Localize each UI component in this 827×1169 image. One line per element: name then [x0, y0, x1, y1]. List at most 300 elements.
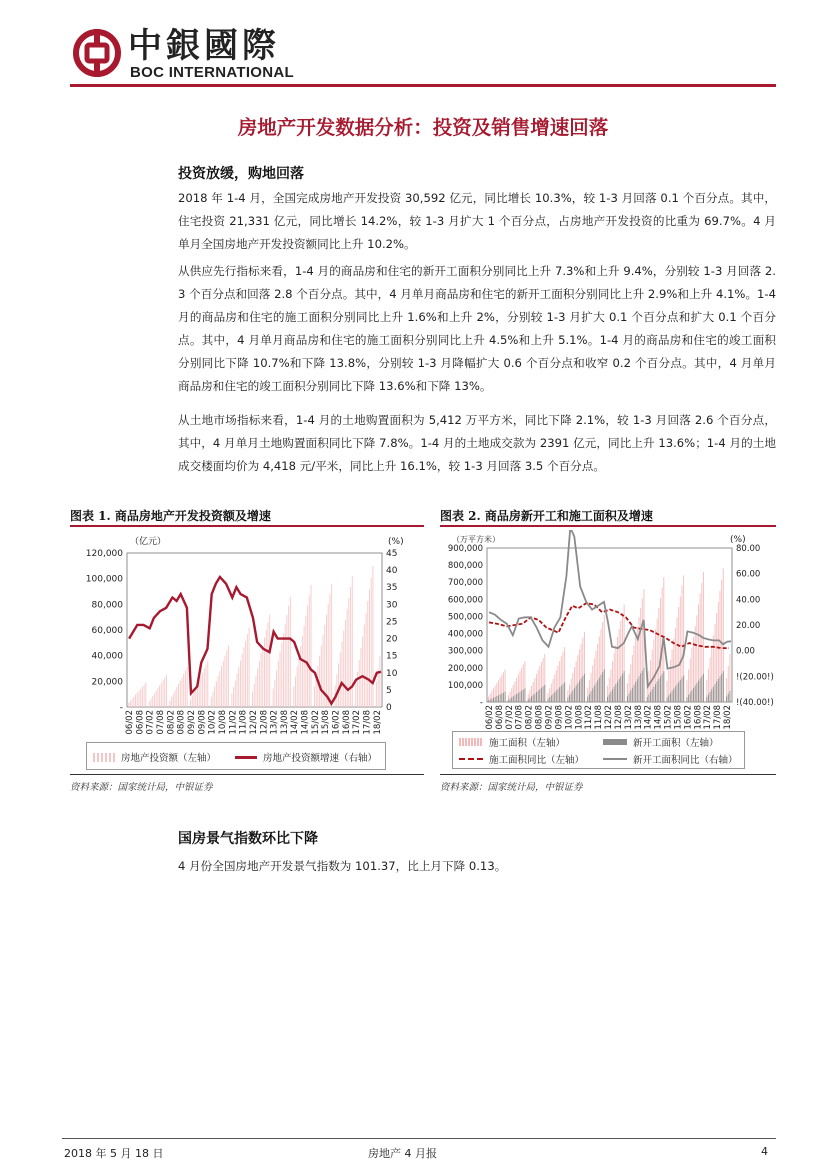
y-right-tick-label: 25	[386, 617, 398, 628]
x-tick-label: 12/02	[248, 710, 259, 735]
y-right-tick-label: 60.00	[736, 569, 761, 580]
bar	[556, 691, 557, 702]
bar	[371, 578, 372, 707]
bar	[266, 630, 267, 707]
bar	[304, 626, 305, 707]
bar	[600, 675, 601, 702]
bar	[295, 677, 296, 707]
bar	[723, 671, 724, 702]
bar	[551, 695, 552, 702]
y-right-tick-label: 40.00	[736, 595, 761, 606]
bar	[169, 700, 170, 707]
bar	[367, 601, 368, 707]
logo-english-name: BOC INTERNATIONAL	[130, 64, 294, 81]
bar	[624, 671, 625, 702]
bar	[619, 679, 620, 702]
bar	[533, 695, 534, 702]
bar	[582, 676, 583, 702]
legend-swatch-newstart-bar	[603, 739, 627, 745]
bar	[630, 691, 631, 702]
bar	[238, 667, 239, 707]
figure2-legend-item-3	[459, 752, 584, 766]
figure2-chart-svg	[440, 530, 776, 730]
figure2-source: 资料来源：国家统计局，中银证券	[440, 782, 583, 793]
bar	[183, 674, 184, 707]
section-heading-index: 国房景气指数环比下降	[178, 831, 318, 847]
bar	[516, 694, 517, 702]
bar	[355, 683, 356, 707]
figure2-chart	[440, 530, 776, 730]
x-tick-label: 09/02	[544, 705, 555, 730]
bar	[675, 687, 676, 702]
figure1-right-unit: (%)	[388, 537, 404, 547]
bar	[657, 681, 658, 702]
bar	[524, 688, 525, 702]
figure2-title: 图表 2. 商品房新开工和施工面积及增速	[440, 509, 653, 523]
paragraph-land: 从土地市场指标来看，1-4 月的土地购置面积为 5,412 万平方米，同比下降 2.1%，较 1-3 月回落 2.6 个百分点，其中，4 月单月土地购置面积同比下降 7.8%。1-4 月的土地成交款为 2391 亿元，同比上升 13.6%；1-4 月的土地成交楼面均价为 4,418 元/平米，同比上升 16.1%，较 1-3 月回落 3.5 个百分点。	[178, 413, 776, 473]
bar	[159, 686, 160, 707]
bar	[211, 697, 212, 707]
y-left-tick-label: 120,000	[85, 549, 123, 559]
bar	[278, 661, 279, 707]
bar	[359, 660, 360, 707]
x-tick-label: 17/08	[362, 710, 373, 735]
figure2-title-rule	[440, 525, 776, 527]
bar	[554, 692, 555, 702]
bar	[362, 636, 363, 707]
bar	[655, 684, 656, 702]
bar	[178, 684, 179, 707]
y-left-tick-label: 700,000	[447, 578, 483, 589]
bar	[379, 656, 380, 707]
x-tick-label: 17/02	[703, 705, 714, 730]
bar	[156, 691, 157, 707]
x-tick-label: 14/08	[653, 705, 664, 730]
bar	[488, 700, 489, 702]
bar	[280, 652, 281, 707]
x-tick-label: 06/08	[494, 705, 505, 730]
bar	[144, 685, 145, 707]
bar	[498, 695, 499, 702]
x-tick-label: 06/08	[135, 710, 146, 735]
bar	[508, 700, 509, 702]
footer-report-name: 房地产 4 月报	[368, 1147, 437, 1160]
bar	[207, 661, 208, 707]
bar	[152, 696, 153, 707]
bar	[615, 684, 616, 702]
bar	[576, 686, 577, 702]
y-right-tick-label: 30	[386, 600, 398, 611]
bar	[518, 693, 519, 702]
x-tick-label: 13/02	[623, 705, 634, 730]
figure1-left-unit: （亿元）	[130, 537, 167, 547]
bar	[192, 695, 193, 707]
figure2-legend	[452, 731, 745, 769]
x-tick-label: 09/08	[554, 705, 565, 730]
bar	[321, 645, 322, 707]
bar	[376, 682, 377, 707]
y-right-tick-label: 0.00	[736, 646, 755, 657]
bar	[317, 666, 318, 707]
x-tick-label: 08/08	[176, 710, 187, 735]
x-tick-label: 16/08	[693, 705, 704, 730]
bar	[638, 676, 639, 702]
y-right-tick-label: 35	[386, 583, 398, 594]
x-tick-label: 07/08	[156, 710, 167, 735]
bar	[331, 584, 332, 707]
bar	[267, 622, 268, 707]
bar	[559, 687, 560, 702]
bar	[688, 695, 689, 702]
bar	[710, 692, 711, 702]
y-left-tick-label: 100,000	[85, 574, 123, 585]
y-right-tick-label: 0	[386, 703, 392, 713]
bar	[259, 661, 260, 707]
x-tick-label: 10/08	[217, 710, 228, 735]
bar	[302, 636, 303, 707]
bar	[500, 694, 501, 702]
x-tick-label: 06/02	[484, 705, 495, 730]
bar	[206, 665, 207, 707]
figure2-legend-item-4	[603, 752, 738, 766]
bar	[340, 652, 341, 707]
bar	[539, 689, 540, 702]
x-tick-label: 12/02	[604, 705, 615, 730]
bar	[285, 624, 286, 707]
bar	[288, 606, 289, 707]
bar	[223, 661, 224, 707]
bar	[515, 695, 516, 702]
bar	[577, 683, 578, 702]
bar	[652, 689, 653, 702]
x-tick-label: 10/08	[574, 705, 585, 730]
bar	[130, 701, 131, 707]
bar	[307, 605, 308, 707]
bar	[543, 686, 544, 702]
footer-divider	[62, 1138, 776, 1139]
bar	[591, 691, 592, 702]
y-left-tick-label: 60,000	[91, 626, 123, 636]
bar	[635, 682, 636, 702]
figure1-legend-bar-label: 房地产投资额（左轴）	[121, 753, 217, 764]
bar	[341, 642, 342, 707]
x-tick-label: 18/02	[372, 710, 383, 735]
bar	[505, 692, 506, 702]
bar	[138, 691, 139, 707]
y-right-tick-label: 15	[386, 651, 398, 662]
y-right-tick-label: 20	[386, 634, 398, 645]
bar	[599, 678, 600, 702]
bar	[328, 604, 329, 707]
bar	[501, 693, 502, 702]
bar	[293, 687, 294, 707]
bar	[693, 688, 694, 702]
bar	[202, 672, 203, 707]
x-tick-label: 17/02	[352, 710, 363, 735]
figure1-chart	[70, 530, 424, 768]
bar	[218, 676, 219, 707]
bar	[706, 697, 707, 702]
bar	[538, 691, 539, 702]
legend-swatch-newstart-yoy	[603, 758, 627, 760]
bar	[663, 671, 664, 702]
x-tick-label: 11/08	[238, 710, 249, 735]
figure1-legend-bar	[93, 750, 216, 764]
bar	[137, 693, 138, 707]
y-right-tick-label: 40	[386, 566, 398, 577]
bar	[718, 679, 719, 702]
bar	[311, 585, 312, 707]
bar	[242, 654, 243, 707]
bar	[214, 686, 215, 707]
bar	[587, 697, 588, 702]
figure1-source: 资料来源：国家统计局，中银证券	[70, 782, 213, 793]
bar	[283, 633, 284, 707]
bar	[604, 669, 605, 702]
bar	[658, 679, 659, 702]
bar	[691, 690, 692, 702]
bar	[323, 635, 324, 707]
bar	[648, 694, 649, 702]
bar	[660, 676, 661, 702]
bar	[200, 676, 201, 707]
bar	[513, 696, 514, 702]
bar	[602, 672, 603, 702]
bar	[567, 697, 568, 702]
bar	[637, 679, 638, 702]
x-tick-label: 06/02	[125, 710, 136, 735]
bar	[673, 689, 674, 702]
bar	[135, 695, 136, 707]
bar	[255, 676, 256, 707]
bar	[557, 689, 558, 702]
bar	[719, 676, 720, 702]
x-tick-label: 18/02	[723, 705, 734, 730]
bar	[667, 698, 668, 702]
bar	[690, 693, 691, 702]
header-divider	[70, 84, 776, 87]
bar	[290, 597, 291, 707]
bar	[510, 699, 511, 702]
x-tick-label: 10/02	[564, 705, 575, 730]
bar	[703, 674, 704, 702]
y-right-tick-label: 45	[386, 549, 398, 559]
figure1-legend-line	[235, 750, 377, 764]
bar	[610, 692, 611, 702]
bar	[329, 594, 330, 707]
bar	[708, 694, 709, 702]
bar	[728, 694, 729, 702]
paragraph-index: 4 月份全国房地产开发景气指数为 101.37，比上月下降 0.13。	[178, 859, 507, 873]
bar	[180, 680, 181, 707]
y-left-tick-label: 20,000	[91, 677, 123, 688]
x-tick-label: 10/02	[207, 710, 218, 735]
y-left-tick-label: -	[479, 698, 483, 708]
figure2-legend-item-1	[459, 735, 565, 749]
bar	[581, 678, 582, 702]
bar	[544, 685, 545, 702]
bar	[338, 663, 339, 707]
figure2-legend-item-2	[603, 735, 719, 749]
bar	[632, 688, 633, 702]
legend-swatch-bar	[93, 753, 115, 762]
bar	[286, 615, 287, 707]
x-tick-label: 09/02	[187, 710, 198, 735]
x-tick-label: 11/02	[228, 710, 239, 735]
x-tick-label: 08/02	[166, 710, 177, 735]
x-tick-label: 14/08	[300, 710, 311, 735]
figure2-legend-label-4: 新开工面积同比（右轴）	[633, 755, 738, 766]
bar	[269, 615, 270, 707]
bar	[314, 686, 315, 707]
bar	[627, 696, 628, 702]
figure2-legend-label-2: 新开工面积（左轴）	[633, 738, 719, 749]
x-tick-label: 16/08	[341, 710, 352, 735]
bar	[262, 645, 263, 707]
bar	[503, 693, 504, 702]
y-right-tick-label: !(40.00!)	[736, 698, 774, 708]
bar	[696, 683, 697, 702]
bar	[252, 692, 253, 707]
bar	[133, 697, 134, 707]
x-tick-label: 14/02	[290, 710, 301, 735]
y-left-tick-label: 300,000	[447, 646, 483, 657]
bar	[716, 681, 717, 702]
bar	[364, 625, 365, 707]
bar	[531, 696, 532, 702]
bar	[231, 694, 232, 707]
figure2-legend-label-3: 施工面积同比（左轴）	[489, 755, 585, 766]
y-left-tick-label: 100,000	[447, 680, 483, 691]
bar	[163, 680, 164, 707]
bar	[281, 643, 282, 707]
bar	[343, 631, 344, 707]
bar	[700, 678, 701, 702]
bar	[243, 647, 244, 707]
figure2-left-unit: （万平方米）	[452, 535, 500, 544]
bar	[569, 695, 570, 702]
bar	[226, 651, 227, 707]
bar	[316, 676, 317, 707]
y-left-tick-label: 800,000	[447, 561, 483, 572]
bar	[612, 689, 613, 702]
figure1-bottom-rule	[70, 774, 424, 775]
bar	[695, 686, 696, 702]
bar	[672, 691, 673, 702]
legend-swatch-construction-yoy	[459, 758, 483, 760]
bar	[726, 696, 727, 702]
x-tick-label: 15/08	[321, 710, 332, 735]
footer-page-number: 4	[761, 1145, 768, 1158]
bar	[715, 684, 716, 702]
x-tick-label: 16/02	[331, 710, 342, 735]
figure2-legend-label-1: 施工面积（左轴）	[489, 738, 566, 749]
bar	[175, 690, 176, 707]
legend-swatch-construction-bar	[459, 738, 483, 746]
bar	[609, 694, 610, 702]
bar	[297, 666, 298, 707]
y-left-tick-label: 80,000	[91, 600, 123, 611]
bar	[596, 683, 597, 702]
x-tick-label: 09/08	[197, 710, 208, 735]
figure1-legend-line-label: 房地产投资额增速（右轴）	[263, 753, 378, 764]
y-left-tick-label: 200,000	[447, 663, 483, 674]
bar	[164, 678, 165, 707]
x-tick-label: 14/02	[643, 705, 654, 730]
y-left-tick-label: 900,000	[447, 544, 483, 554]
bar	[190, 699, 191, 707]
bar	[597, 680, 598, 702]
x-tick-label: 07/02	[504, 705, 515, 730]
bar	[357, 672, 358, 707]
figure1-title: 图表 1. 商品房地产开发投资额及增速	[70, 509, 271, 523]
x-tick-label: 17/08	[713, 705, 724, 730]
x-tick-label: 08/02	[524, 705, 535, 730]
bar	[529, 698, 530, 702]
bar	[678, 682, 679, 702]
bar	[511, 697, 512, 702]
bar	[171, 697, 172, 707]
y-right-tick-label: 10	[386, 668, 398, 679]
figure1-chart-svg	[70, 530, 424, 768]
bar	[607, 697, 608, 702]
bar	[642, 671, 643, 702]
bar	[640, 673, 641, 702]
bar	[541, 688, 542, 702]
bar	[249, 627, 250, 707]
bar	[204, 669, 205, 708]
bar	[683, 675, 684, 702]
bar	[528, 699, 529, 702]
bar	[274, 679, 275, 707]
bar	[519, 692, 520, 702]
bar	[161, 683, 162, 707]
bar	[298, 656, 299, 707]
x-tick-label: 12/08	[259, 710, 270, 735]
bar	[662, 674, 663, 702]
bar	[257, 669, 258, 708]
bar	[572, 690, 573, 702]
bar	[132, 699, 133, 707]
bar	[237, 674, 238, 707]
bar	[634, 685, 635, 702]
bar	[562, 684, 563, 702]
bar	[622, 674, 623, 702]
bar	[309, 595, 310, 707]
footer-date: 2018 年 5 月 18 日	[64, 1147, 164, 1160]
bar	[221, 666, 222, 707]
bar	[592, 688, 593, 702]
bar	[261, 653, 262, 707]
bar	[224, 656, 225, 707]
bar	[245, 641, 246, 707]
bar	[194, 692, 195, 707]
bar	[212, 692, 213, 707]
paragraph-investment: 2018 年 1-4 月，全国完成房地产开发投资 30,592 亿元，同比增长 10.3%，较 1-3 月回落 0.1 个百分点。其中，住宅投资 21,331 亿元，同比增长 14.2%，较 1-3 月扩大 1 个百分点，占房地产开发投资的比重为 69.7%。4 月单月全国房地产开发投资额同比上升 10.2%。	[178, 191, 776, 251]
bar	[228, 645, 229, 707]
bar	[185, 671, 186, 707]
y-right-tick-label: 20.00	[736, 621, 761, 631]
x-tick-label: 15/08	[673, 705, 684, 730]
bar	[643, 668, 644, 702]
bar	[493, 698, 494, 702]
bar	[173, 694, 174, 707]
page-title: 房地产开发数据分析：投资及销售增速回落	[237, 116, 609, 139]
bar	[154, 694, 155, 707]
bar	[670, 693, 671, 702]
figure2-bottom-rule	[440, 774, 776, 775]
bar	[345, 620, 346, 707]
